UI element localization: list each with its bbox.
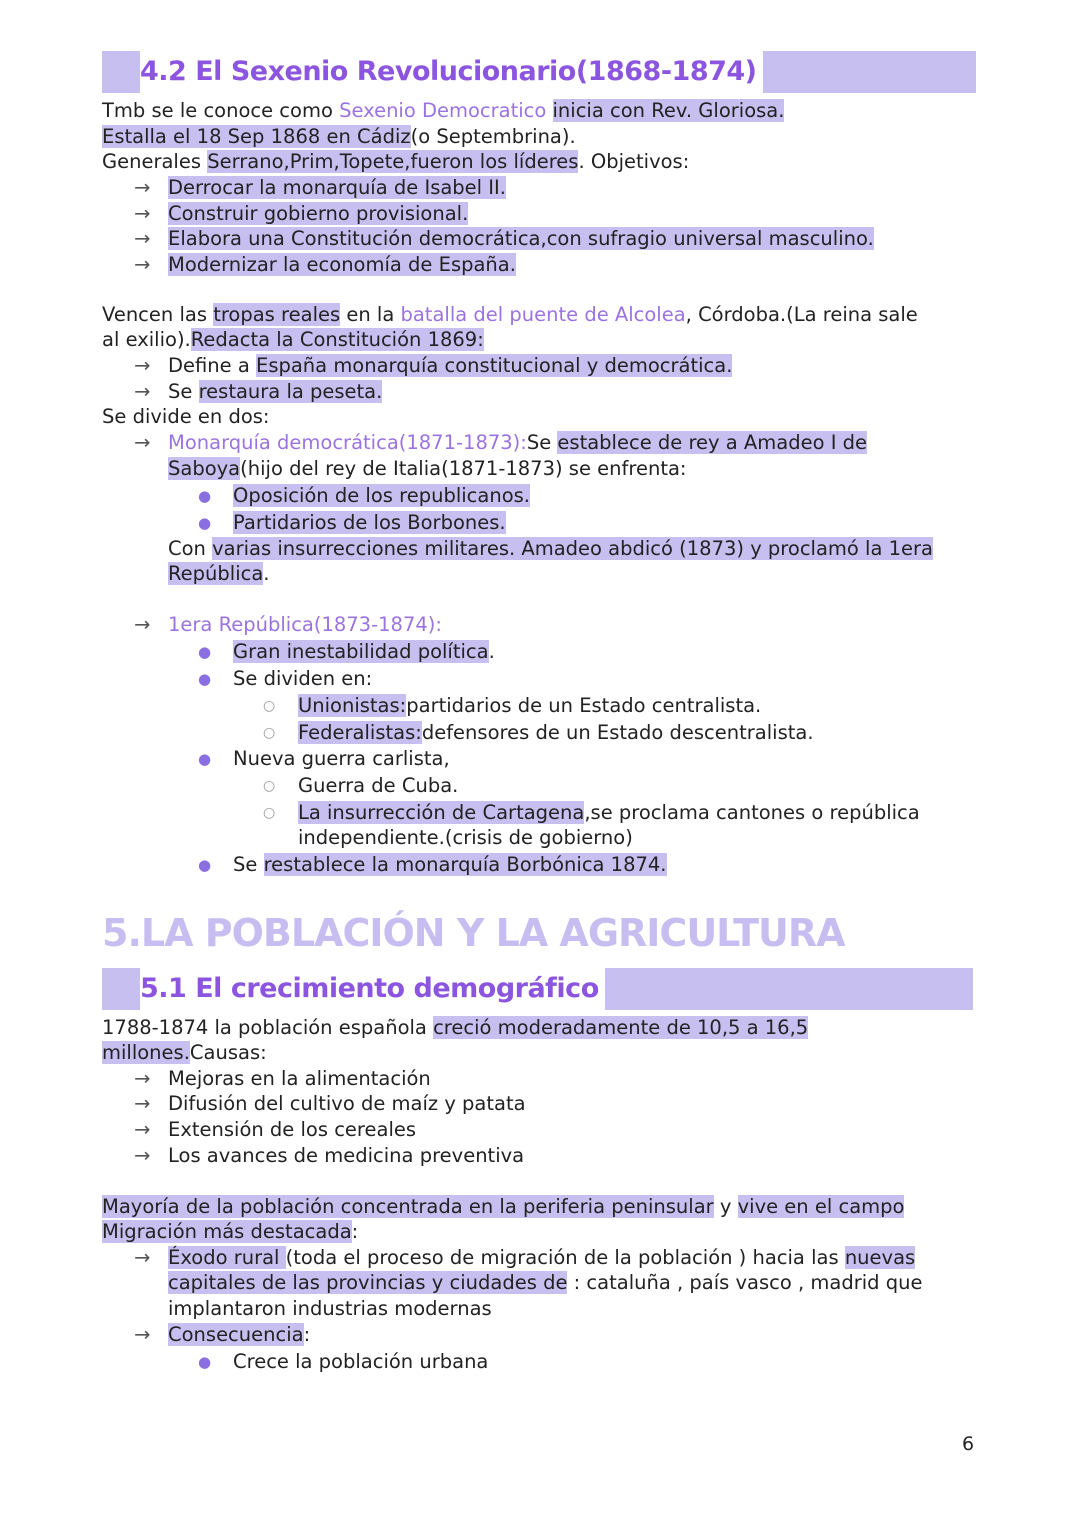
arrow-icon: → — [134, 227, 151, 250]
circle-bullet-icon: ○ — [263, 698, 276, 714]
arrow-icon: → — [134, 1118, 151, 1141]
arrow-icon: → — [134, 380, 151, 403]
bullet-icon: ● — [198, 856, 212, 874]
arrow-icon: → — [134, 1144, 151, 1167]
arrow-icon: → — [134, 253, 151, 276]
circle-bullet-icon: ○ — [263, 778, 276, 794]
arrow-icon: → — [134, 613, 151, 636]
bullet-icon: ● — [198, 514, 212, 532]
arrow-icon: → — [134, 1246, 151, 1269]
bullet-icon: ● — [198, 1353, 212, 1371]
section-title-4-2: 4.2 El Sexenio Revolucionario(1868-1874) — [140, 51, 763, 93]
section-title-5-1: 5.1 El crecimiento demográfico — [140, 968, 605, 1010]
arrow-icon: → — [134, 176, 151, 199]
circle-bullet-icon: ○ — [263, 725, 276, 741]
page-number: 6 — [962, 1433, 975, 1455]
arrow-icon: → — [134, 202, 151, 225]
arrow-icon: → — [134, 431, 151, 454]
arrow-icon: → — [134, 354, 151, 377]
bullet-icon: ● — [198, 643, 212, 661]
arrow-icon: → — [134, 1323, 151, 1346]
arrow-icon: → — [134, 1092, 151, 1115]
bullet-icon: ● — [198, 670, 212, 688]
document-page: 4.2 El Sexenio Revolucionario(1868-1874) Tmb se le conoce como Sexenio Democratico inicia con Rev. Gloriosa. Estalla el 18 Sep 1868 en Cádiz(o Septembrina). Generales Serrano,Prim,Topete,fueron los líderes. Objetivos: → Derrocar la monarquía de Isabel II. → Construir gobierno provisional. → Elabora una Constitución democrática,con sufragio universal masculino. → Modernizar la economía de España. Vencen las tropas reales en la batalla del puente de Alcolea, Córdoba.(La reina sale al exilio).Redacta la Constitución 1869: → Define a España monarquía constitucional y democrática. → Se restaura la peseta. Se divide en dos: → Monarquía democrática(1871-1873):Se establece de rey a Amadeo I de Saboya(hijo del rey de Italia(1871-1873) se enfrenta: ● Oposición de los republicanos. ● Partidarios de los Borbones. Con varias insurrecciones militares. Amadeo abdicó (1873) y proclamó la 1era República. → 1era República(1873-1874): ● Gran inestabilidad política. ● Se dividen en: ○ Unionistas:partidarios de un Estado centralista. ○ Federalistas:defensores de un Estado descentralista. ● Nueva guerra carlista, ○ Guerra de Cuba. ○ La insurrección de Cartagena,se proclama cantones o república independiente.(crisis de gobierno) ● Se restablece la monarquía Borbónica 1874. 5.LA POBLACIÓN Y LA AGRICULTURA 5.1 El crecimiento demográfico 1788-1874 la población española creció moderadamente de 10,5 a 16,5 millones.Causas: → Mejoras en la alimentación → Difusión del cultivo de maíz y patata → Extensión de los cereales → Los avances de medicina preventiva Mayoría de la población concentrada en la periferia peninsular y vive en el campo Migración más destacada: → Éxodo rural (toda el proceso de migración de la población ) hacia las nuevas capitales de las provincias y ciudades de : cataluña , país vasco , madrid que implantaron industrias modernas → Consecuencia: ● Crece la población urbana 6 — [0, 0, 1080, 1525]
circle-bullet-icon: ○ — [263, 805, 276, 821]
arrow-icon: → — [134, 1067, 151, 1090]
chapter-title: 5.LA POBLACIÓN Y LA AGRICULTURA — [102, 911, 845, 955]
bullet-icon: ● — [198, 487, 212, 505]
bullet-icon: ● — [198, 750, 212, 768]
